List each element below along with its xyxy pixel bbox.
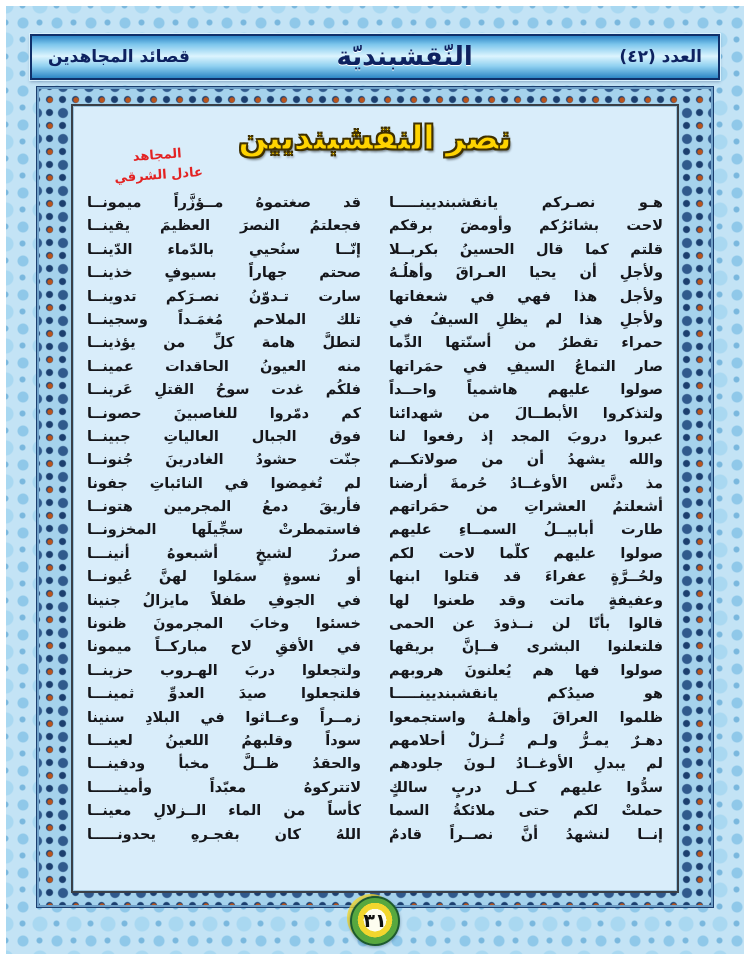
poem-line-first-18: وعفيفةٍ ماتت وقد طعنوا لها [389,592,663,609]
poem-line-second-2: فجعلتمُ النصرَ العظيمَ يقينــا [87,218,361,235]
poem-page-content [71,104,679,893]
poem-title: نصر النقشبنديين [238,118,512,157]
poem-line-first-17: ولحُــرَّةٍ عفراءَ قد قتلوا ابنها [389,569,663,586]
poem-line-second-9: فلكُم غدت سوحُ القتلِ عَرينــا [87,382,361,399]
poem-line-first-16: صولوا عليهم كلّما لاحت لكم [389,545,663,562]
poem-line-first-22: هو صيدُكم يانقشبنديينـــــا [389,686,663,703]
poem-line-first-21: صولوا فها هم يُعلنونَ هروبهم [389,662,663,679]
poem-line-second-22: فلتجعلوا صيدَ العدوِّ ثمينـــا [87,686,361,703]
poem-line-second-14: فأريقَ دمعُ المجرمين هتونــا [87,499,361,516]
author-signature [102,142,215,190]
magazine-masthead: النّقشبنديّة [336,42,473,72]
poem-line-first-15: طارت أبابيــلُ السمــاءِ عليهم [389,522,663,539]
poem-line-first-6: ولأجلِ هذا لم يظلِ السيفُ في [389,311,663,328]
poem-line-first-2: لاحت بشائرُكم وأومضَ برقكم [389,218,663,235]
header-bar [30,34,720,80]
poem-line-first-14: أشعلتمُ العشراتِ من حمَراتهم [389,499,663,516]
author-honorific: المجاهد [132,146,183,165]
poem-line-second-28: اللهُ كان بفجـرهِ يحدونـــــا [87,826,361,843]
poem-line-first-24: دهـرٌ يمـرُّ ولـم تُــزلْ أحلامهم [389,732,663,749]
section-title-label: قصائد المجاهدين [48,47,190,67]
poem-line-second-23: زمــراً وعــاثوا في البلادِ سنينا [87,709,361,726]
ornamental-border-frame [36,86,714,908]
poem-line-first-12: والله يشهدُ أن من صولاتكــم [389,452,663,469]
page-number: ٣١ [363,910,387,932]
poem-line-second-1: قد صغتموهُ مــؤزَّراً ميمونــا [87,195,361,211]
poem-line-second-10: كم دمّروا للغاصبينَ حصونــا [87,405,361,422]
poem-line-first-11: عبروا دروبَ المجد إذ رفعوا لنا [389,428,663,445]
poem-line-second-26: لاتتركوهُ معبّداً وأمينـــــا [87,779,361,796]
poem-line-first-26: سدُّوا عليهم كــل دربٍ سالكٍ [389,779,663,796]
poem-line-second-16: صررٌ لشيخٍ أشبعوهُ أنينـــا [87,545,361,562]
poem-line-second-20: في الأفقِ لاح مباركــاً ميمونا [87,639,361,656]
poem-line-second-17: أو نسوةٍ سمَلوا لهنَّ عُيونــا [87,569,361,586]
poem-line-first-4: ولأجلِ أن يحيا العـراقَ وأهلُـهُ [389,265,663,282]
poem-line-second-12: جنّت حشودُ الغادرينَ جُنونــا [87,452,361,469]
poem-line-first-3: قلتم كما قال الحسينُ بكربــلا [389,241,663,258]
poem-line-second-27: كأساً من الماء الــزلالِ معينــا [87,803,361,820]
poem-line-second-7: لتطلَّ هامة كلِّ من يؤذينــا [87,335,361,352]
poem-line-second-19: خسئوا وخابَ المجرمونَ ظنونا [87,616,361,633]
poem-line-first-9: صولوا عليهم هاشمياً واحــداً [389,382,663,399]
poem-line-second-18: في الجوفِ طفلاً مايزالُ جنينا [87,592,361,609]
poem-line-first-25: لم يبدلِ الأوغــادُ لـونَ جلودهم [389,756,663,773]
poem-line-second-25: والحقدُ ظــلَّ مخبأً ودفينـــا [87,756,361,773]
poem-line-first-23: ظلموا العراقَ وأهلـهُ واستجمعوا [389,709,663,726]
poem-line-first-13: مذ دنَّس الأوغــادُ حُرمةَ أرضنا [389,475,663,492]
poem-line-second-11: فوق الجبال العالياتِ جبينــا [87,428,361,445]
poem-line-first-19: قالوا بأنّا لن نــذودَ عن الحمى [389,616,663,633]
poem-line-first-20: فلتعلنوا البشرى فــإنَّ بريقها [389,639,663,656]
poem-line-first-1: هـو نصـركم يانقشبنديينـــــا [389,195,663,211]
poem-line-first-5: ولأجل هذا فهي في شعفاتها [389,288,663,305]
poem-line-second-3: إنّــا سنُحيي بالدّماء الدّينــا [87,241,361,258]
poem-line-second-21: ولتجعلوا دربَ الهـروب حزينــا [87,662,361,679]
poem-line-first-27: حملتْ لكم حتى ملائكةُ السما [389,803,663,820]
poem-line-second-5: سارت تـدوّنُ نصـرَكم تدوينــا [87,288,361,305]
poem-line-first-8: صار التماعُ السيفِ في حمَراتها [389,358,663,375]
poem-line-first-10: ولتذكروا الأبطــالَ من شهدائنا [389,405,663,422]
poem-line-second-13: لم تُغمِضوا في النائباتِ جفونا [87,475,361,492]
poem-columns [87,192,663,881]
poem-line-first-28: إنــا لنشهدُ أنَّ نصــراً قادمٌ [389,826,663,843]
poem-column-second [87,192,361,881]
author-name: عادل الشرقي [113,165,204,187]
issue-number-label: العدد (٤٢) [619,47,702,67]
poem-column-first [389,192,663,881]
page-number-medallion [350,896,400,946]
poem-line-second-8: منه العيونُ الحاقدات عمينــا [87,358,361,375]
poem-line-second-24: سوداً وقلبهمُ اللعينُ لعينـــا [87,732,361,749]
poem-line-second-6: تلك الملاحم مُغمَـداً وسجينــا [87,311,361,328]
poem-line-first-7: حمراء تقطرُ من أسنّتها الدِّما [389,335,663,352]
poem-line-second-4: صحتم جهاراً بسيوفٍ خذينــا [87,265,361,282]
poem-line-second-15: فاستمطرتْ سجِّيلَها المخزونــا [87,522,361,539]
